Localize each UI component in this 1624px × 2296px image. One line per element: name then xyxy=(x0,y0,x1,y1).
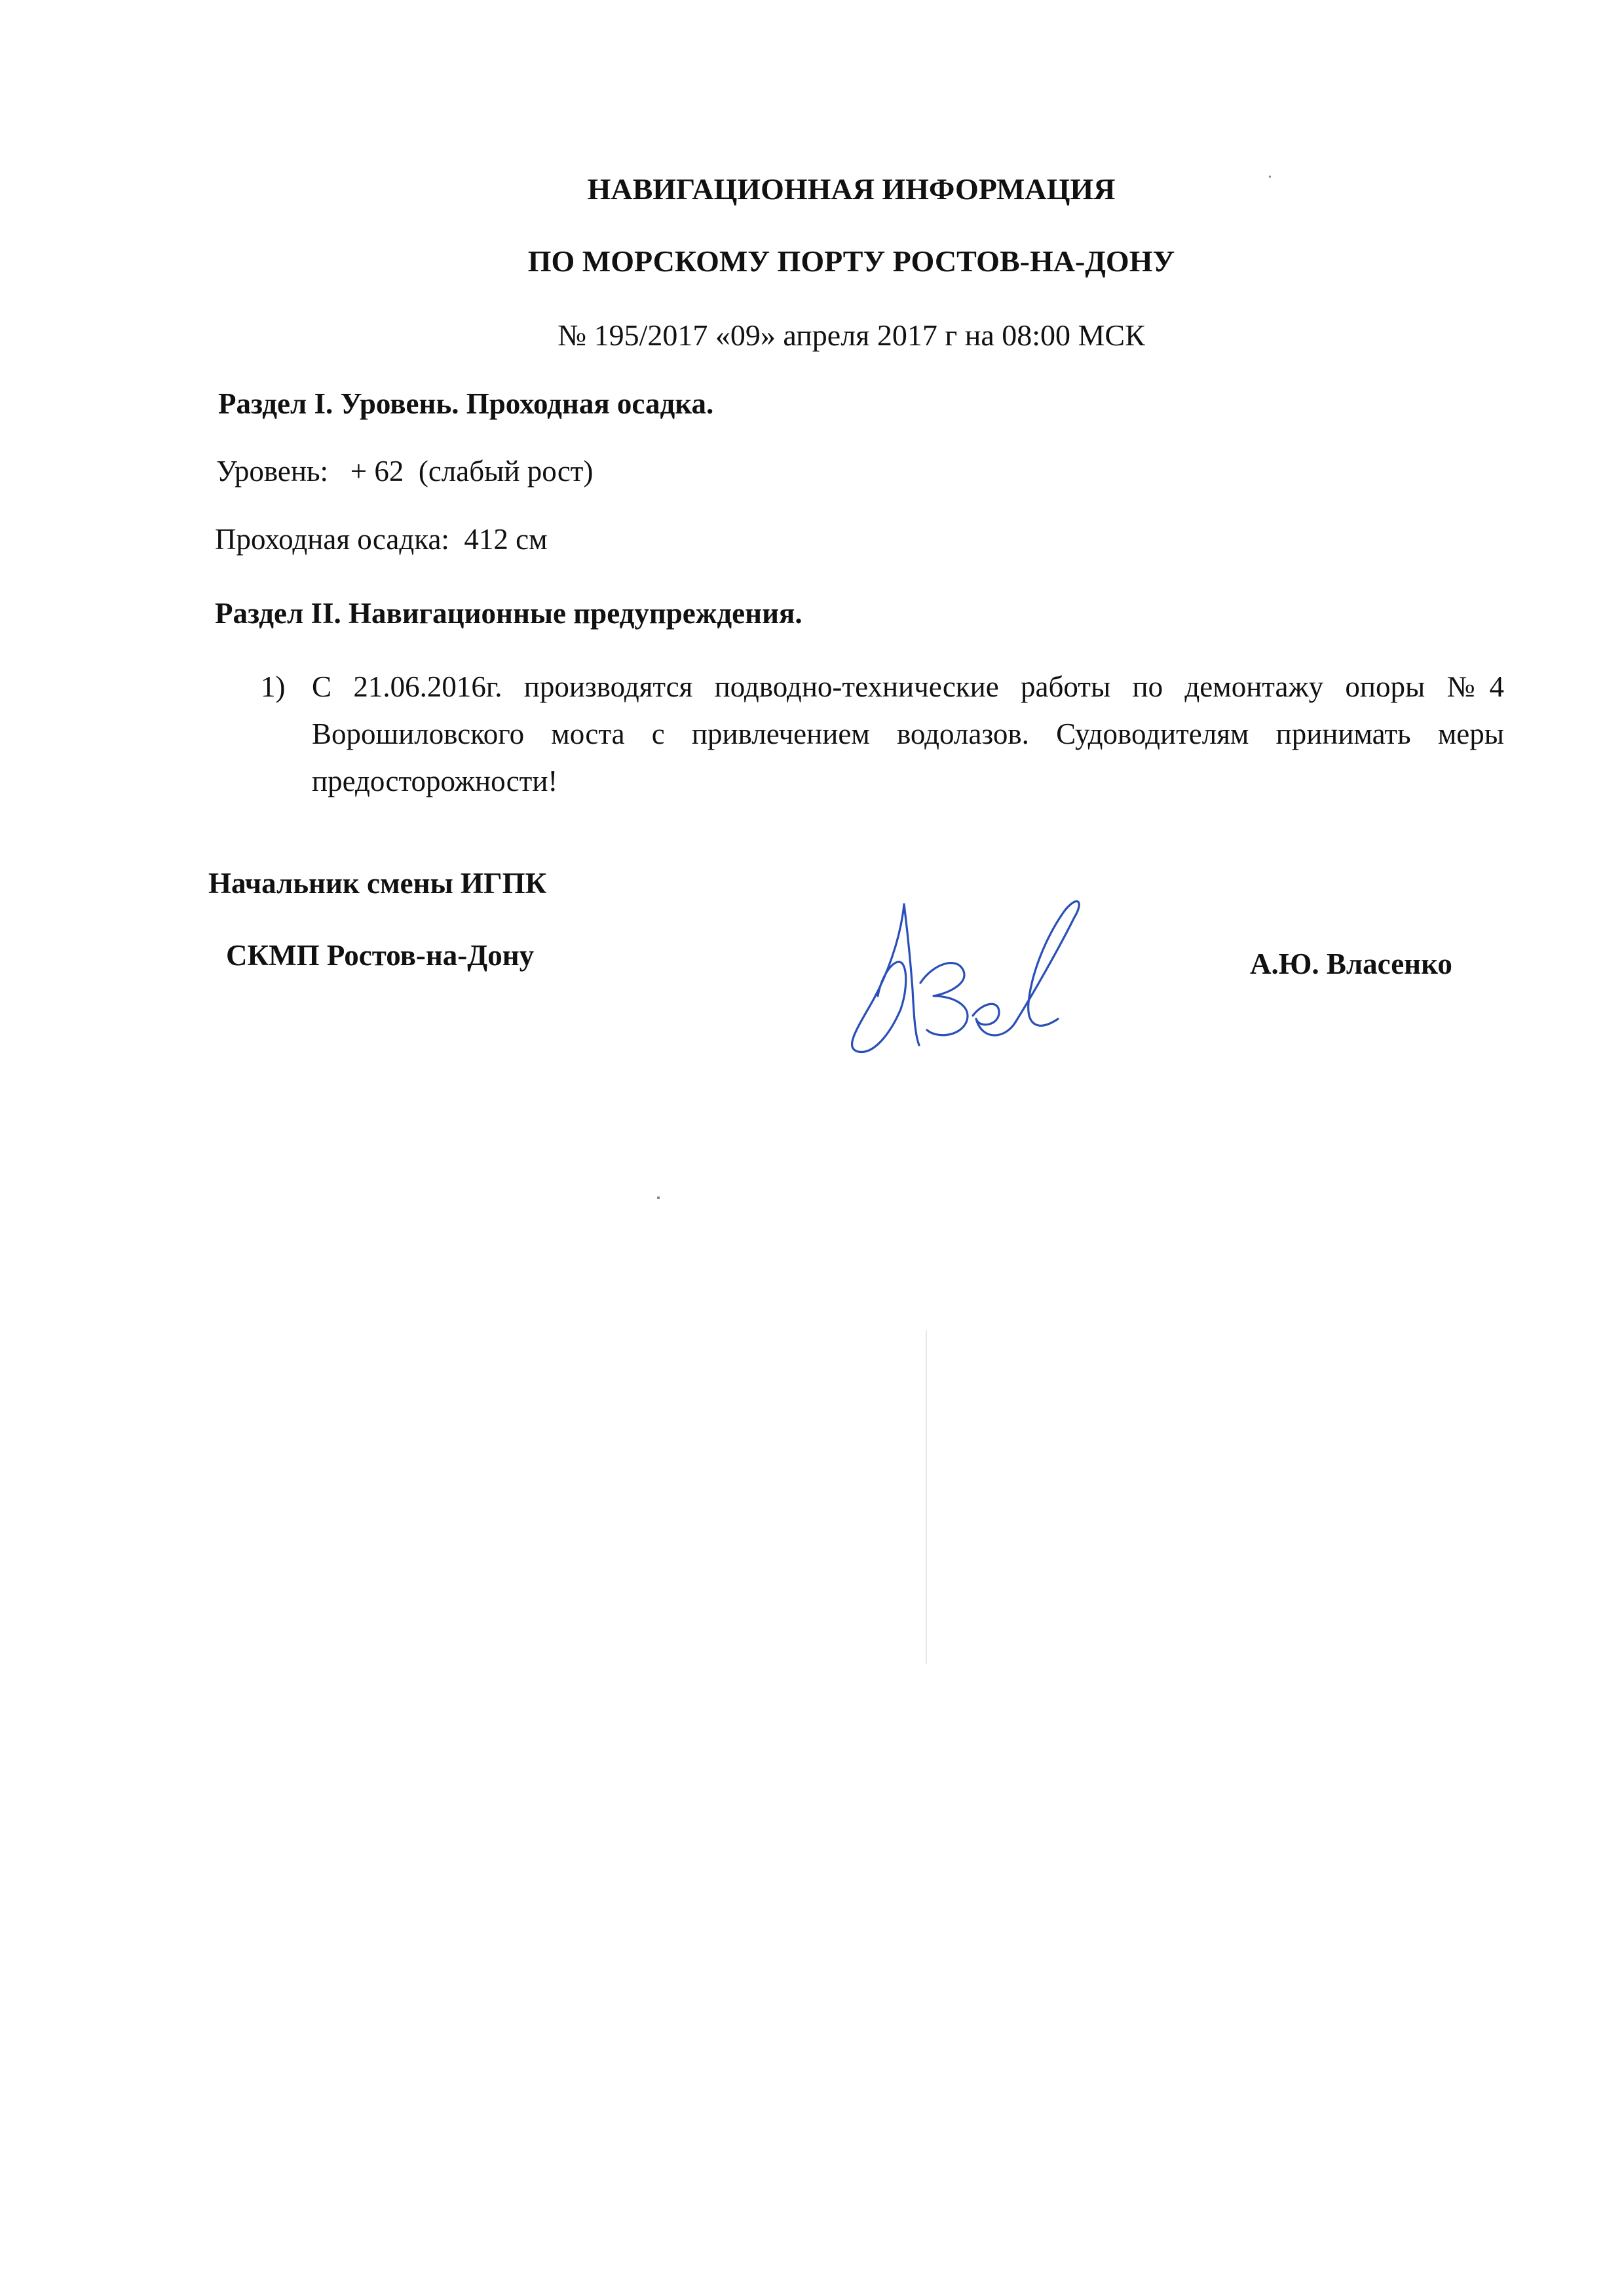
signer-name: А.Ю. Власенко xyxy=(1250,947,1452,980)
warning-item xyxy=(261,663,1505,805)
warning-item-text: С 21.06.2016г. производятся подводно-технические работы по демонтажу опоры №4 Ворошиловского моста с привлечением водолазов. Судоводителям принимать меры предосторожности! xyxy=(312,670,1504,797)
scan-speck xyxy=(657,1196,660,1199)
handwritten-signature xyxy=(842,891,1091,1062)
passing-draft-line: Проходная осадка: 412 см xyxy=(215,523,548,556)
section-1-heading: Раздел I. Уровень. Проходная осадка. xyxy=(218,387,714,420)
signer-position-line-1: Начальник смены ИГПК xyxy=(208,867,547,900)
document-title-line-2: ПО МОРСКОМУ ПОРТУ РОСТОВ-НА-ДОНУ xyxy=(527,244,1175,278)
document-title-line-1: НАВИГАЦИОННАЯ ИНФОРМАЦИЯ xyxy=(587,172,1116,206)
warning-item-number: 1) xyxy=(261,670,286,703)
document-number-date: № 195/2017 «09» апреля 2017 г на 08:00 МСК xyxy=(557,318,1145,352)
signer-position-line-2: СКМП Ростов-на-Дону xyxy=(226,939,535,972)
scan-speck xyxy=(1269,176,1271,178)
section-2-heading: Раздел II. Навигационные предупреждения. xyxy=(215,597,803,630)
scan-fold-line xyxy=(926,1330,927,1664)
water-level-line: Уровень: + 62 (слабый рост) xyxy=(216,455,594,488)
